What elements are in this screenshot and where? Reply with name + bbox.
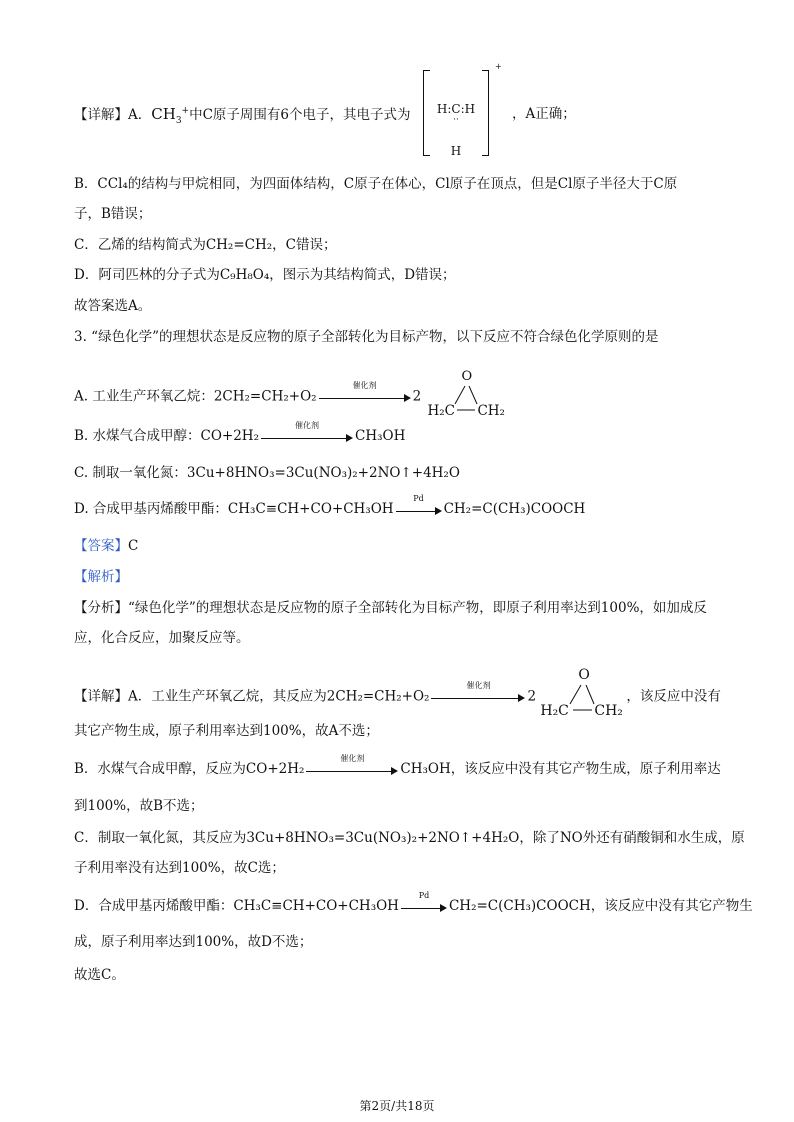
detail-d-product: CH₂=C(CH₃)COOCH <box>448 898 591 914</box>
reaction-arrow: 催化剂 <box>431 690 525 704</box>
reaction-arrow: 催化剂 <box>319 390 411 404</box>
option-d-product: CH₂=C(CH₃)COOCH <box>443 501 586 517</box>
analysis-line1: 【分析】“绿色化学”的理想状态是反应物的原子全部转化为目标产物，即原子利用率达到100%，如加成反 <box>74 600 707 616</box>
detail-d-tail: ，该反应中没有其它产物生 <box>590 898 753 914</box>
analysis-label: 【解析】 <box>74 569 128 585</box>
detail-c-line1: C．制取一氧化氮，其反应为3Cu+8HNO₃=3Cu(NO₃)₂+2NO↑+4H₂O，除了NO外还有硝酸铜和水生成，原 <box>74 830 745 846</box>
explanation-a-text: 中C原子周围有6个电子，其电子式为 <box>189 107 411 123</box>
final-answer-line: 故选C。 <box>74 967 125 983</box>
detail-b-line2: 到100%，故B不选； <box>74 798 204 814</box>
conclusion-line: 故答案选A。 <box>74 298 152 314</box>
explanation-d-line: D．阿司匹林的分子式为C₉H₈O₄，图示为其结构简式，D错误； <box>74 267 456 283</box>
electron-formula-dots: ·· <box>453 115 459 125</box>
detail-label: 【详解】A． <box>74 107 152 123</box>
detail-b-product: CH₃OH <box>400 761 451 777</box>
question-3: 3. “绿色化学”的理想状态是反应物的原子全部转化为目标产物，以下反应不符合绿色化学原则的是 <box>74 329 659 345</box>
detail-d <box>74 890 753 915</box>
reaction-arrow: 催化剂 <box>306 763 398 777</box>
explanation-b-line1: B．CCl₄的结构与甲烷相同，为四面体结构，C原子在体心，Cl原子在顶点，但是Cl原子半径大于C原 <box>74 176 678 192</box>
methyl-cation-formula: $CH_3^+$ <box>151 105 190 126</box>
option-b <box>74 420 406 445</box>
option-a-text: A. 工业生产环氧乙烷：2CH₂=CH₂+O₂ <box>74 388 317 405</box>
detail-a-tail: ，该反应中没有 <box>626 688 721 705</box>
reaction-arrow: Pd <box>401 900 447 914</box>
detail-a-text: 【详解】A．工业生产环氧乙烷，其反应为2CH₂=CH₂+O₂ <box>74 688 430 705</box>
detail-c-line2: 子利用率没有达到100%，故C选； <box>74 860 285 876</box>
option-d <box>74 493 586 518</box>
detail-a <box>74 667 721 719</box>
explanation-a-line <box>74 105 411 124</box>
answer-label: 【答案】 <box>74 538 128 554</box>
detail-a-line2: 其它产物生成，原子利用率达到100%，故A不选； <box>74 723 379 739</box>
detail-b-text: B．水煤气合成甲醇，反应为CO+2H₂ <box>74 761 305 777</box>
answer-value: C <box>128 538 139 554</box>
epoxide-structure: O H₂C CH₂ <box>540 667 623 719</box>
detail-b-tail: ，该反应中没有其它产物生成，原子利用率达 <box>450 761 721 777</box>
explanation-c-line: C．乙烯的结构简式为CH₂=CH₂，C错误； <box>74 237 337 253</box>
option-a-coefficient: 2 <box>412 388 422 405</box>
option-c: C. 制取一氧化氮：3Cu+8HNO₃=3Cu(NO₃)₂+2NO↑+4H₂O <box>74 465 460 481</box>
option-b-product: CH₃OH <box>355 428 406 444</box>
detail-a-coefficient: 2 <box>527 688 537 705</box>
electron-formula-bottom: H <box>450 144 462 158</box>
answer-line <box>74 537 138 555</box>
explanation-b-line2: 子，B错误； <box>74 206 152 222</box>
analysis-line2: 应，化合反应，加聚反应等。 <box>74 630 250 646</box>
electron-formula-charge: + <box>495 62 502 71</box>
detail-d-line2: 成，原子利用率达到100%，故D不选； <box>74 934 313 950</box>
option-a <box>74 369 509 419</box>
option-d-text: D. 合成甲基丙烯酸甲酯：CH₃C≡CH+CO+CH₃OH <box>74 501 394 517</box>
detail-d-text: D．合成甲基丙烯酸甲酯：CH₃C≡CH+CO+CH₃OH <box>74 898 399 914</box>
reaction-arrow: 催化剂 <box>261 430 353 444</box>
detail-b <box>74 753 721 778</box>
reaction-arrow: Pd <box>396 503 442 517</box>
explanation-a-result: ，A正确； <box>512 106 576 122</box>
electron-formula-top: H:C:H <box>436 102 476 116</box>
electron-formula <box>423 62 502 158</box>
page-footer: 第2页/共18页 <box>359 1099 435 1113</box>
option-b-text: B. 水煤气合成甲醇：CO+2H₂ <box>74 428 259 444</box>
epoxide-structure: O H₂C CH₂ <box>427 369 505 419</box>
